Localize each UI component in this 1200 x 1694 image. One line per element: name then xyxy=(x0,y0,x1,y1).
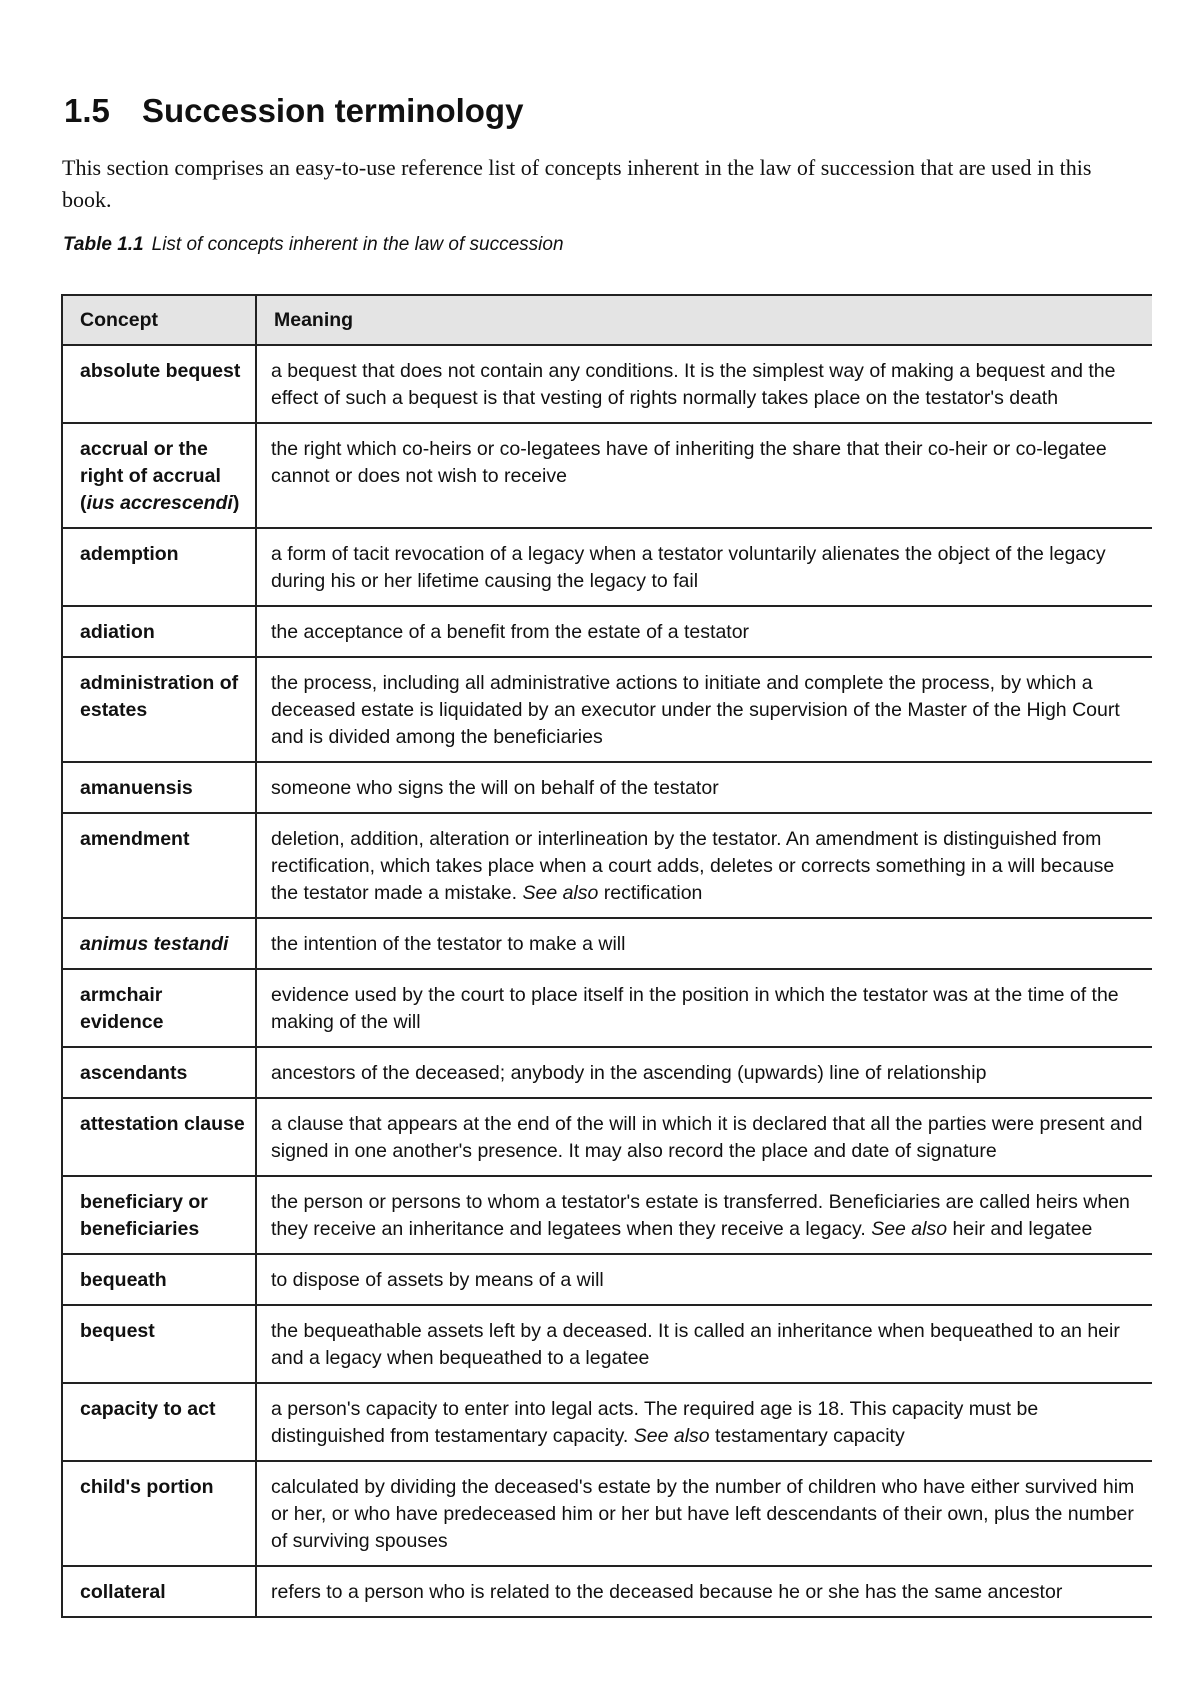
table-body xyxy=(62,345,1152,1617)
meaning-text: evidence used by the court to place itself in the position in which the testator was at the time of the making of the will xyxy=(271,984,1119,1033)
meaning-cell xyxy=(256,918,1152,969)
terminology-table-wrap xyxy=(61,294,1152,1694)
concept-term: accrual or the right of accrual xyxy=(80,438,221,487)
meaning-cell xyxy=(256,423,1152,528)
meaning-cell xyxy=(256,1176,1152,1254)
table-header-row xyxy=(62,295,1152,345)
concept-cell xyxy=(62,345,256,423)
concept-term-close: ) xyxy=(232,492,240,514)
table-row xyxy=(62,762,1152,813)
see-also-label: See also xyxy=(633,1425,710,1447)
meaning-cell xyxy=(256,762,1152,813)
see-also-label: See also xyxy=(871,1218,948,1240)
concept-cell xyxy=(62,1461,256,1566)
concept-cell xyxy=(62,969,256,1047)
concept-term-open: ( xyxy=(80,492,87,514)
see-also-label: See also xyxy=(522,882,599,904)
table-row xyxy=(62,657,1152,762)
section-heading xyxy=(64,92,523,130)
meaning-cell xyxy=(256,1254,1152,1305)
table-row xyxy=(62,1461,1152,1566)
header-concept: Concept xyxy=(62,295,256,345)
meaning-text: the right which co-heirs or co-legatees have of inheriting the share that their co-heir or co-legatee cannot or does not wish to receive xyxy=(271,438,1107,487)
concept-term: capacity to act xyxy=(80,1398,216,1420)
concept-cell xyxy=(62,1047,256,1098)
concept-term: bequest xyxy=(80,1320,155,1342)
terminology-table xyxy=(61,294,1152,1618)
concept-term-latin: ius accrescendi xyxy=(86,492,233,514)
table-row xyxy=(62,969,1152,1047)
meaning-cell xyxy=(256,813,1152,918)
table-row xyxy=(62,1098,1152,1176)
meaning-text: the acceptance of a benefit from the estate of a testator xyxy=(271,621,750,643)
table-row xyxy=(62,1047,1152,1098)
meaning-text: deletion, addition, alteration or interlineation by the testator. An amendment is distinguished from rectification, which takes place when a court adds, deletes or corrects something in a will because the testator made a mistake. xyxy=(271,828,1115,904)
concept-term: ascendants xyxy=(80,1062,188,1084)
meaning-cell xyxy=(256,1098,1152,1176)
table-row xyxy=(62,345,1152,423)
concept-term: collateral xyxy=(80,1581,166,1603)
concept-cell xyxy=(62,606,256,657)
meaning-cell xyxy=(256,1383,1152,1461)
concept-term: amanuensis xyxy=(80,777,193,799)
meaning-cell xyxy=(256,1461,1152,1566)
meaning-cell xyxy=(256,345,1152,423)
meaning-text: the person or persons to whom a testator's estate is transferred. Beneficiaries are called heirs when they receive an inheritance and legatees when they receive a legacy. xyxy=(271,1191,1130,1240)
concept-cell xyxy=(62,918,256,969)
table-row xyxy=(62,1176,1152,1254)
section-title: Succession terminology xyxy=(142,92,524,129)
table-row xyxy=(62,918,1152,969)
concept-term: administration of estates xyxy=(80,672,239,721)
concept-term: beneficiary or beneficiaries xyxy=(80,1191,208,1240)
meaning-cell xyxy=(256,528,1152,606)
table-caption xyxy=(63,234,564,256)
table-caption-text: List of concepts inherent in the law of succession xyxy=(151,234,564,255)
meaning-text: the intention of the testator to make a will xyxy=(271,933,626,955)
concept-term: absolute bequest xyxy=(80,360,241,382)
table-row xyxy=(62,813,1152,918)
concept-cell xyxy=(62,423,256,528)
see-also-ref: rectification xyxy=(603,882,703,904)
concept-term: adiation xyxy=(80,621,155,643)
meaning-text: calculated by dividing the deceased's estate by the number of children who have either survived him or her, or who have predeceased him or her but have left descendants of their own, plus the number of surviving spouses xyxy=(271,1476,1135,1552)
table-row xyxy=(62,528,1152,606)
concept-term: ademption xyxy=(80,543,179,565)
see-also-ref: testamentary capacity xyxy=(715,1425,905,1447)
concept-term: animus testandi xyxy=(80,933,229,955)
concept-cell xyxy=(62,1098,256,1176)
table-row xyxy=(62,423,1152,528)
concept-term: child's portion xyxy=(80,1476,214,1498)
meaning-cell xyxy=(256,1566,1152,1617)
meaning-cell xyxy=(256,657,1152,762)
meaning-text: a form of tacit revocation of a legacy when a testator voluntarily alienates the object of the legacy during his or her lifetime causing the legacy to fail xyxy=(271,543,1106,592)
concept-term: attestation clause xyxy=(80,1113,245,1135)
meaning-cell xyxy=(256,606,1152,657)
concept-cell xyxy=(62,813,256,918)
meaning-text: ancestors of the deceased; anybody in the ascending (upwards) line of relationship xyxy=(271,1062,987,1084)
meaning-text: to dispose of assets by means of a will xyxy=(271,1269,604,1291)
table-row xyxy=(62,1566,1152,1617)
meaning-text: refers to a person who is related to the deceased because he or she has the same ancestor xyxy=(271,1581,1063,1603)
concept-term: amendment xyxy=(80,828,190,850)
concept-cell xyxy=(62,1383,256,1461)
section-number: 1.5 xyxy=(64,92,110,129)
concept-cell xyxy=(62,762,256,813)
meaning-text: a person's capacity to enter into legal acts. The required age is 18. This capacity must be distinguished from testamentary capacity. xyxy=(271,1398,1039,1447)
meaning-text: a clause that appears at the end of the will in which it is declared that all the parties were present and signed in one another's presence. It may also record the place and date of signature xyxy=(271,1113,1143,1162)
meaning-text: someone who signs the will on behalf of the testator xyxy=(271,777,719,799)
meaning-text: a bequest that does not contain any conditions. It is the simplest way of making a bequest and the effect of such a bequest is that vesting of rights normally takes place on the testator's death xyxy=(271,360,1116,409)
table-row xyxy=(62,1305,1152,1383)
concept-cell xyxy=(62,1254,256,1305)
table-row xyxy=(62,606,1152,657)
meaning-text: the bequeathable assets left by a deceased. It is called an inheritance when bequeathed to an heir and a legacy when bequeathed to a legatee xyxy=(271,1320,1120,1369)
see-also-ref: heir and legatee xyxy=(952,1218,1093,1240)
concept-cell xyxy=(62,1566,256,1617)
table-caption-label: Table 1.1 xyxy=(63,234,144,255)
concept-cell xyxy=(62,1305,256,1383)
meaning-text: the process, including all administrative actions to initiate and complete the process, by which a deceased estate is liquidated by an executor under the supervision of the Master of the High Court and is divided among the beneficiaries xyxy=(271,672,1120,748)
table-row xyxy=(62,1254,1152,1305)
concept-term: armchair evidence xyxy=(80,984,164,1033)
table-row xyxy=(62,1383,1152,1461)
meaning-cell xyxy=(256,969,1152,1047)
header-meaning: Meaning xyxy=(256,295,1152,345)
concept-cell xyxy=(62,657,256,762)
concept-term: bequeath xyxy=(80,1269,167,1291)
meaning-cell xyxy=(256,1305,1152,1383)
meaning-cell xyxy=(256,1047,1152,1098)
intro-paragraph: This section comprises an easy-to-use reference list of concepts inherent in the law of succession that are used in this book. xyxy=(62,155,1092,212)
concept-cell xyxy=(62,1176,256,1254)
concept-cell xyxy=(62,528,256,606)
